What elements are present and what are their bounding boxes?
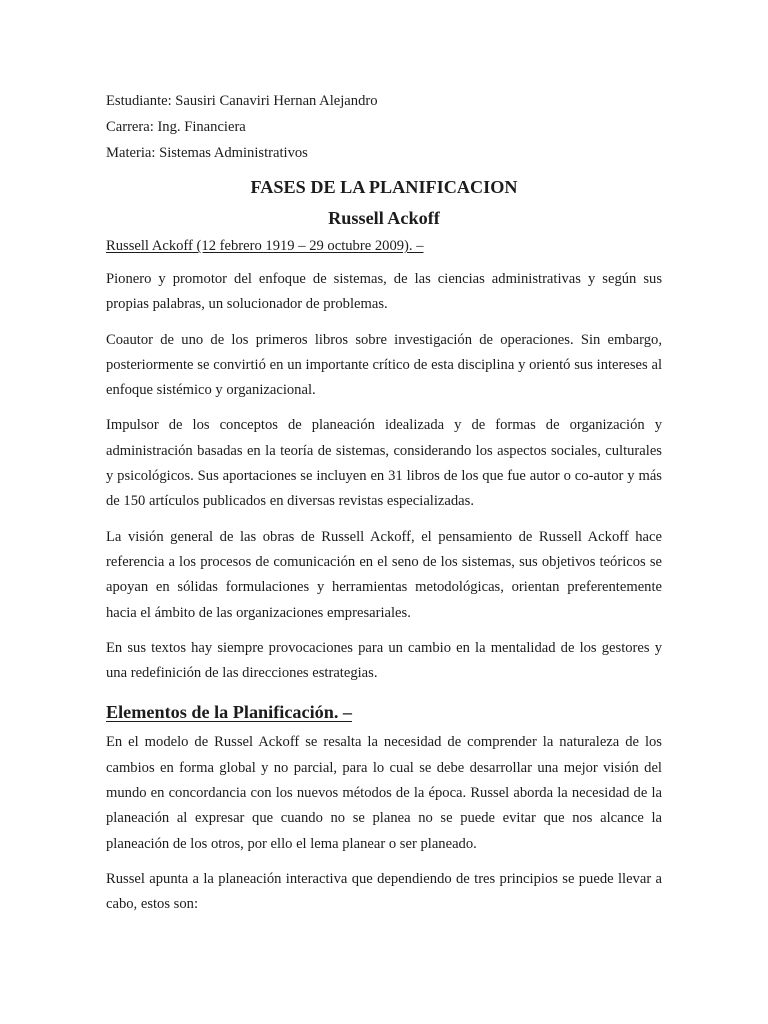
paragraph-coauthor: Coautor de uno de los primeros libros sobre investigación de operaciones. Sin embargo, posteriormente se convirtió en un importante crítico de esta disciplina y orientó sus intereses al enfoque sistémico y organizacional. [106,331,662,399]
student-line: Estudiante: Sausiri Canaviri Hernan Alejandro [106,93,378,109]
career-line: Carrera: Ing. Financiera [106,119,246,135]
paragraph-pioneer: Pionero y promotor del enfoque de sistemas, de las ciencias administrativas y según sus propias palabras, un solucionador de problemas. [106,271,662,313]
paragraph-texts: En sus textos hay siempre provocaciones para un cambio en la mentalidad de los gestores y una redefinición de las direcciones estrategias. [106,639,662,682]
document-body [106,88,662,918]
document-title: FASES DE LA PLANIFICACION [250,177,518,197]
dates-heading: Russell Ackoff (12 febrero 1919 – 29 octubre 2009). – [106,238,424,254]
paragraph-model: En el modelo de Russel Ackoff se resalta la necesidad de comprender la naturaleza de los cambios en forma global y no parcial, para lo cual se debe desarrollar una mejor visión del mundo en concordancia con los nuevos métodos de la época. Russel aborda la necesidad de la planeación al expresar que cuando no se planea no se puede evitar que nos alcance la planeación de los otros, por ello el lema planear o ser planeado. [106,734,662,852]
paragraph-interactive: Russel apunta a la planeación interactiva que dependiendo de tres principios se puede llevar a cabo, estos son: [106,870,662,913]
paragraph-overview: La visión general de las obras de Russell Ackoff, el pensamiento de Russell Ackoff hace referencia a los procesos de comunicación en el seno de los sistemas, sus objetivos teóricos se apoyan en sólidas formulaciones y herramientas metodológicas, orientan preferentemente hacia el ámbito de las organizaciones empresariales. [106,528,662,621]
paragraph-promoter: Impulsor de los conceptos de planeación idealizada y de formas de organización y administración basadas en la teoría de sistemas, considerando los aspectos sociales, culturales y psicológicos. Sus aportaciones se incluyen en 31 libros de los que fue autor o co-autor y más de 150 artículos publicados en diversas revistas especializadas. [106,417,662,510]
section-heading-elements: Elementos de la Planificación. – [106,702,353,723]
document-subtitle: Russell Ackoff [328,208,440,228]
subject-line: Materia: Sistemas Administrativos [106,145,308,161]
